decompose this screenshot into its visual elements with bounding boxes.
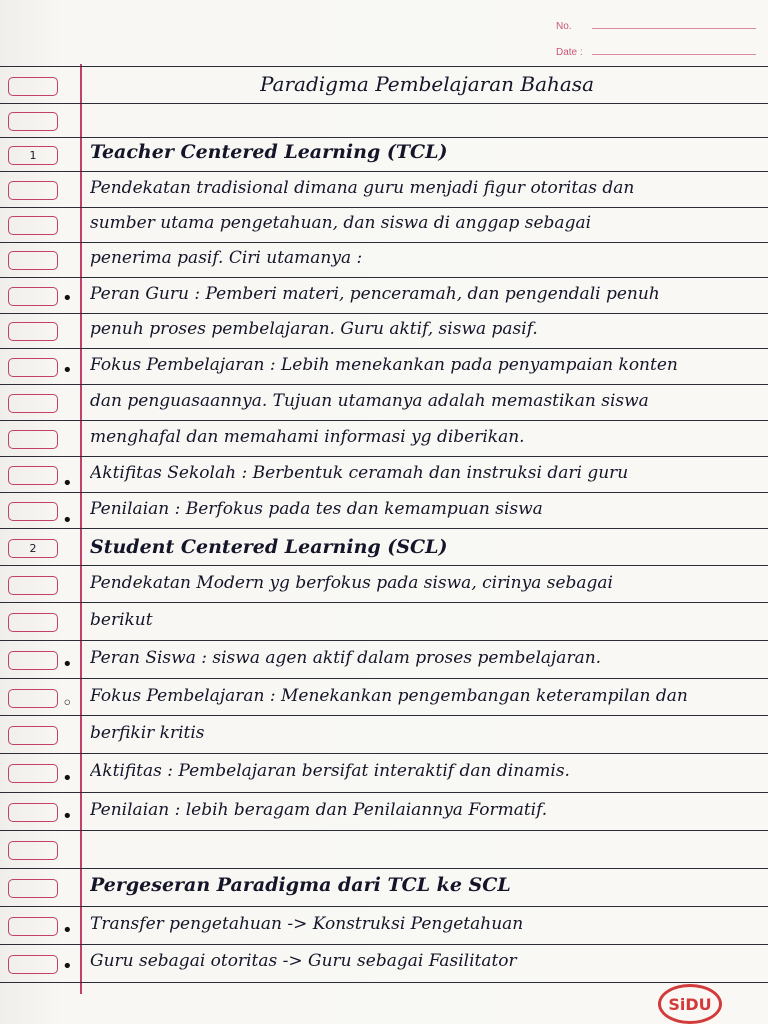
date-line	[592, 54, 756, 55]
text-line: Peran Siswa : siswa agen aktif dalam proses pembelajaran.	[90, 648, 602, 668]
row-checkbox[interactable]	[8, 917, 58, 936]
row-number: 1	[29, 149, 37, 162]
red-margin-line	[80, 64, 82, 994]
text-line: Pendekatan Modern yg berfokus pada siswa, cirinya sebagai	[90, 573, 613, 593]
ruled-line	[0, 753, 768, 754]
no-label: No.	[556, 21, 572, 32]
row-number-box-1[interactable]	[8, 146, 58, 165]
ruled-line	[0, 906, 768, 907]
row-checkbox[interactable]	[8, 77, 58, 96]
ruled-line	[0, 528, 768, 529]
row-checkbox[interactable]	[8, 112, 58, 131]
text-line: Aktifitas Sekolah : Berbentuk ceramah dan instruksi dari guru	[90, 463, 629, 483]
ruled-line	[0, 242, 768, 243]
row-checkbox[interactable]	[8, 181, 58, 200]
heading-tcl: Teacher Centered Learning (TCL)	[90, 141, 448, 163]
row-checkbox[interactable]	[8, 322, 58, 341]
row-checkbox[interactable]	[8, 576, 58, 595]
bullet-icon: •	[62, 473, 73, 494]
ruled-line	[0, 277, 768, 278]
row-checkbox[interactable]	[8, 358, 58, 377]
ruled-line	[0, 602, 768, 603]
row-checkbox[interactable]	[8, 466, 58, 485]
text-line: menghafal dan memahami informasi yg diberikan.	[90, 427, 525, 447]
ruled-line	[0, 66, 768, 67]
heading-shift: Pergeseran Paradigma dari TCL ke SCL	[90, 874, 511, 896]
bullet-icon: •	[62, 920, 73, 941]
ruled-line	[0, 792, 768, 793]
ruled-line	[0, 868, 768, 869]
row-checkbox[interactable]	[8, 764, 58, 783]
text-line: berikut	[90, 610, 153, 630]
brand-logo-text: SiDU	[668, 994, 712, 1014]
ruled-line	[0, 982, 768, 983]
ruled-line	[0, 420, 768, 421]
bullet-icon: •	[62, 956, 73, 977]
text-line: sumber utama pengetahuan, dan siswa di anggap sebagai	[90, 213, 592, 233]
text-line: Fokus Pembelajaran : Lebih menekankan pada penyampaian konten	[90, 355, 678, 375]
no-line	[592, 28, 756, 29]
row-checkbox[interactable]	[8, 879, 58, 898]
text-line: Fokus Pembelajaran : Menekankan pengembangan keterampilan dan	[90, 686, 688, 706]
text-line: Pendekatan tradisional dimana guru menjadi figur otoritas dan	[90, 178, 635, 198]
ruled-line	[0, 944, 768, 945]
row-number: 2	[29, 542, 37, 555]
text-line: Penilaian : lebih beragam dan Penilaiannya Formatif.	[90, 800, 548, 820]
text-line: Aktifitas : Pembelajaran bersifat interaktif dan dinamis.	[90, 761, 570, 781]
row-checkbox[interactable]	[8, 726, 58, 745]
row-checkbox[interactable]	[8, 216, 58, 235]
bullet-icon: •	[62, 768, 73, 789]
ruled-line	[0, 103, 768, 104]
row-checkbox[interactable]	[8, 430, 58, 449]
ruled-line	[0, 830, 768, 831]
ruled-line	[0, 678, 768, 679]
text-line: Transfer pengetahuan -> Konstruksi Pengetahuan	[90, 914, 524, 934]
heading-scl: Student Centered Learning (SCL)	[90, 536, 448, 558]
text-line: dan penguasaannya. Tujuan utamanya adalah memastikan siswa	[90, 391, 649, 411]
bullet-icon: •	[62, 510, 73, 531]
row-number-box-2[interactable]	[8, 539, 58, 558]
text-line: Penilaian : Berfokus pada tes dan kemampuan siswa	[90, 499, 543, 519]
bullet-icon: •	[62, 288, 73, 309]
row-checkbox[interactable]	[8, 251, 58, 270]
date-field	[556, 32, 756, 58]
date-label: Date :	[556, 47, 583, 58]
bullet-icon: •	[62, 360, 73, 381]
page-title: Paradigma Pembelajaran Bahasa	[260, 72, 594, 96]
row-checkbox[interactable]	[8, 955, 58, 974]
page-header-meta	[556, 6, 756, 58]
row-checkbox[interactable]	[8, 613, 58, 632]
text-line: penerima pasif. Ciri utamanya :	[90, 248, 363, 268]
ruled-line	[0, 715, 768, 716]
bullet-icon: •	[62, 806, 73, 827]
row-checkbox[interactable]	[8, 803, 58, 822]
row-checkbox[interactable]	[8, 502, 58, 521]
no-field	[556, 6, 756, 32]
ruled-line	[0, 137, 768, 138]
row-checkbox[interactable]	[8, 394, 58, 413]
text-line: Peran Guru : Pemberi materi, penceramah, dan pengendali penuh	[90, 284, 660, 304]
bullet-icon: ◦	[62, 693, 73, 714]
brand-logo	[658, 984, 722, 1024]
row-checkbox[interactable]	[8, 287, 58, 306]
text-line: penuh proses pembelajaran. Guru aktif, siswa pasif.	[90, 319, 538, 339]
ruled-line	[0, 348, 768, 349]
row-checkbox[interactable]	[8, 651, 58, 670]
ruled-line	[0, 313, 768, 314]
ruled-line	[0, 207, 768, 208]
ruled-line	[0, 171, 768, 172]
text-line: Guru sebagai otoritas -> Guru sebagai Fasilitator	[90, 951, 517, 971]
ruled-line	[0, 384, 768, 385]
ruled-line	[0, 492, 768, 493]
ruled-line	[0, 565, 768, 566]
row-checkbox[interactable]	[8, 841, 58, 860]
bullet-icon: •	[62, 654, 73, 675]
text-line: berfikir kritis	[90, 723, 205, 743]
ruled-line	[0, 456, 768, 457]
row-checkbox[interactable]	[8, 689, 58, 708]
ruled-line	[0, 640, 768, 641]
